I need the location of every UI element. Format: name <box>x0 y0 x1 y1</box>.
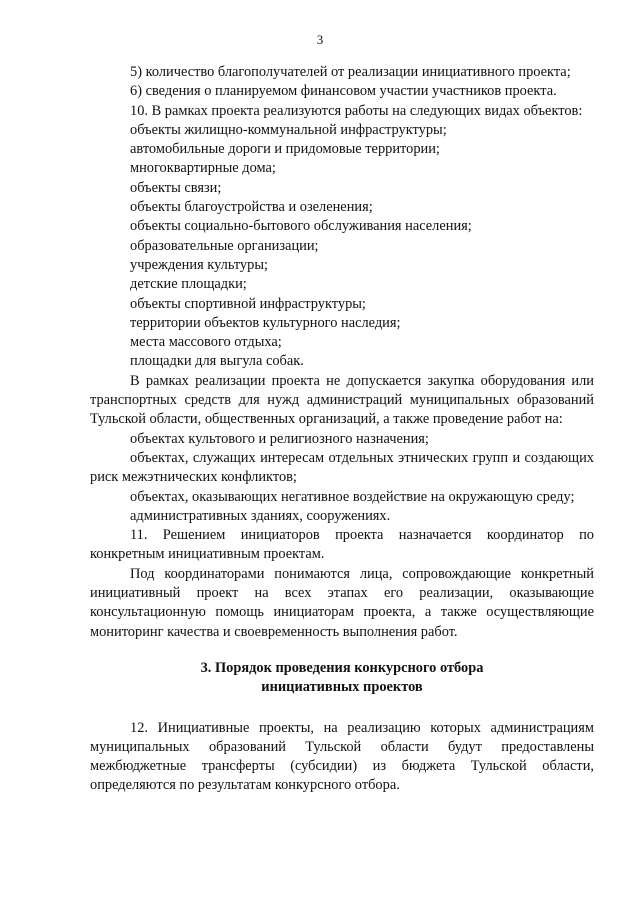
list-item: административных зданиях, сооружениях. <box>130 507 391 524</box>
paragraph-item-6: 6) сведения о планируемом финансовом участии участников проекта. <box>130 83 557 100</box>
list-item: объектах, оказывающих негативное воздействие на окружающую среду; <box>130 488 575 505</box>
paragraph-11: 11. Решением инициаторов проекта назначается координатор по конкретным инициативным проектам. <box>90 527 594 563</box>
document-body <box>90 63 594 796</box>
coordinators-paragraph: Под координаторами понимаются лица, сопровождающие конкретный инициативный проект на всех этапах его реализации, оказывающие консультационную помощь инициаторам проекта, а также осуществляющие мониторинг качества и своевременность выполнения работ. <box>90 565 594 640</box>
list-item: объектах, служащих интересам отдельных этнических групп и создающих риск межэтнических конфликтов; <box>90 449 594 486</box>
list-item: объекты спортивной инфраструктуры; <box>130 295 366 312</box>
list-item: места массового отдыха; <box>130 334 282 351</box>
list-item: объекты социально-бытового обслуживания населения; <box>130 218 472 235</box>
object-types-list <box>90 121 594 372</box>
section-heading-line-2: инициативных проектов <box>261 679 423 696</box>
list-item: объекты благоустройства и озеленения; <box>130 199 373 216</box>
list-item: образовательные организации; <box>130 237 319 254</box>
prohibited-list <box>90 430 594 526</box>
list-item: территории объектов культурного наследия; <box>130 314 401 331</box>
list-item: многоквартирные дома; <box>130 160 276 177</box>
prohibition-paragraph: В рамках реализации проекта не допускается закупка оборудования или транспортных средств для нужд администраций муниципальных образований Тульской области, общественных организаций, а также проведение работ на: <box>90 372 594 428</box>
list-item: объекты связи; <box>130 179 222 196</box>
list-item: площадки для выгула собак. <box>130 353 304 370</box>
list-item: автомобильные дороги и придомовые территории; <box>130 141 440 158</box>
section-heading-line-1: 3. Порядок проведения конкурсного отбора <box>200 659 484 676</box>
spacer <box>90 642 594 659</box>
list-item: объекты жилищно-коммунальной инфраструктуры; <box>130 121 447 138</box>
list-item: объектах культового и религиозного назначения; <box>130 430 429 447</box>
list-item: учреждения культуры; <box>130 256 268 273</box>
paragraph-10: 10. В рамках проекта реализуются работы на следующих видах объектов: <box>130 102 583 119</box>
spacer <box>90 698 594 719</box>
paragraph-item-5: 5) количество благополучателей от реализации инициативного проекта; <box>130 64 571 80</box>
list-item: детские площадки; <box>130 276 247 293</box>
paragraph-12: 12. Инициативные проекты, на реализацию которых администрациям муниципальных образований Тульской области будут предоставлены межбюджетные трансферты (субсидии) из бюджета Тульской области, определяются по результатам конкурсного отбора. <box>90 719 594 794</box>
page-number: 3 <box>316 32 324 47</box>
